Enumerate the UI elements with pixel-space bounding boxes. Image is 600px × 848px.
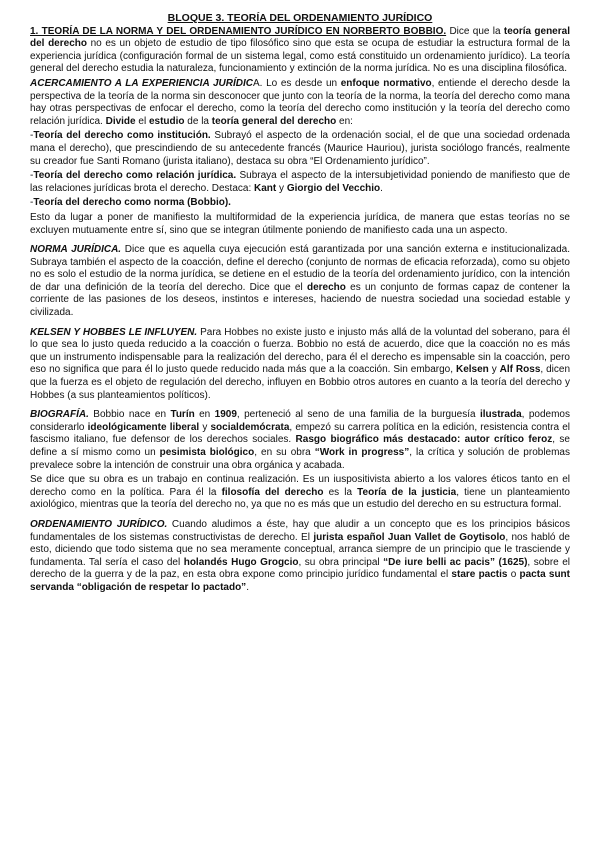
text-run: stare pactis	[451, 569, 508, 581]
text-run: , dicen que la fuerza es el objeto de regulación del derecho, influyen en Bobbio otros autores en cuanto a la teoría del derecho y Hobbes (a sus planteamientos políticos).	[30, 364, 571, 401]
text-run: A. Lo es desde un	[252, 77, 341, 89]
text-run: el	[135, 115, 149, 127]
paragraph-obra-continua	[30, 474, 570, 512]
text-run: “De iure belli ac pacis” (1625)	[383, 556, 528, 568]
text-run: en	[194, 409, 215, 421]
text-run: 1909	[214, 409, 237, 421]
text-run: , tiene un planteamiento axiológico, mientras que la teoría del derecho no, ya que no es más que un estudio del derecho en su estructura formal.	[30, 486, 570, 511]
text-run: , en su obra	[254, 447, 315, 458]
text-run: teoría general del derecho	[211, 115, 337, 127]
text-run: Teoría del derecho como relación jurídica.	[33, 170, 237, 182]
text-run: Se dice que su obra es un trabajo en continua realización. Es un iuspositivista abierto a los valores éticos tanto en el derecho como en la política. Para él la	[30, 474, 570, 498]
text-run: , sobre el derecho de la guerra y de la paz, en esta obra expone como principio jurídico fundamental el	[30, 556, 570, 581]
text-run: o	[507, 569, 520, 581]
text-run: Teoría de la justicia	[357, 486, 457, 498]
text-run: .	[380, 182, 383, 194]
text-run: socialdemócrata	[210, 421, 290, 433]
document-title: BLOQUE 3. TEORÍA DEL ORDENAMIENTO JURÍDICO	[167, 12, 433, 24]
text-run: en:	[336, 115, 353, 127]
text-run: enfoque normativo	[340, 77, 432, 89]
text-run: , perteneció al seno de una familia de la burguesía	[236, 409, 480, 421]
text-run: 1. TEORÍA DE LA NORMA Y DEL ORDENAMIENTO JURÍDICO EN NORBERTO BOBBIO.	[30, 25, 447, 37]
text-run: “Work in progress”	[314, 447, 410, 458]
text-run: no es un objeto de estudio de tipo filosófico sino que esta se ocupa de estudiar la estructura formal de la experiencia jurídica (configuración formal de un sistema legal, como está constituido un ordenamiento jurídico). La teoría general del derecho estudia la naturaleza, funcionamiento y extinción de la norma jurídica. No es una disciplina filosófica.	[30, 38, 570, 75]
text-run: Alf Ross	[499, 364, 541, 376]
text-run: Para Hobbes no existe justo e injusto más allá de la voluntad del soberano, para él lo que sea lo justo queda reducido a la coacción o fuerza. Bobbio no está de acuerdo, dice que la coacción no es más que un instrumento indispensable para la realización del derecho, para él el derecho es impensable sin la coacción, pero eso no significa que para él lo justo quede reducido nada más que a la coacción. Sin embargo,	[30, 326, 570, 376]
paragraph-biografia	[30, 409, 570, 472]
text-run: Cuando aludimos a éste, hay que aludir a un concepto que es los principios básicos fundamentales de los sistemas constructivistas de derecho. El	[30, 518, 570, 543]
paragraph-norma-juridica	[30, 244, 570, 320]
text-run: ilustrada	[479, 409, 522, 421]
text-run: ideológicamente liberal	[87, 421, 200, 433]
text-run: , empezó su carrera política en la edición, resistencia contra el fascismo italiano, fue defensor de los derechos sociales.	[30, 421, 570, 446]
text-run: Turín	[170, 409, 195, 421]
text-run: de la	[184, 115, 212, 127]
text-run: ACERCAMIENTO A LA EXPERIENCIA JURÍDIC	[30, 77, 253, 89]
text-run: “obligación de respetar lo pactado”	[76, 581, 247, 593]
text-run: Kelsen	[455, 364, 489, 376]
text-run: Divide	[105, 115, 136, 127]
text-run: Subrayó el aspecto de la ordenación social, el de que una sociedad ordenada mana el derecho), que prescindiendo de su antecedente francés (Maurice Hauriou), jurista sociólogo francés, realmente su creador fue Santi Romano (jurista italiano), destaca su obra “El Ordenamiento jurídico”.	[30, 130, 570, 167]
paragraph-teoria-relacion	[30, 170, 570, 195]
paragraph-multiformidad	[30, 212, 570, 237]
text-run: Bobbio nace en	[88, 409, 171, 421]
text-run: Kant	[254, 182, 277, 194]
text-run: Teoría del derecho como norma (Bobbio).	[33, 197, 231, 209]
paragraph-ordenamiento-juridico	[30, 519, 570, 595]
text-run: y	[276, 182, 287, 194]
text-run: jurista español Juan Vallet de Goytisolo	[313, 531, 506, 543]
text-run: pacta sunt servanda	[30, 569, 570, 593]
text-run: BIOGRAFÍA.	[30, 409, 89, 421]
text-run: NORMA JURÍDICA.	[30, 244, 122, 256]
text-run: Dice que la	[446, 25, 504, 37]
text-run: pesimista biológico	[159, 447, 255, 458]
text-run: , se define a sí mismo como un	[30, 434, 570, 458]
text-run: , nos habló de esto, diciendo que todo sistema que no sea meramente conceptual, arranca siempre de un principio que le trasciende y fundamenta. Tal sería el caso del	[30, 531, 570, 568]
paragraph-experiencia-juridica	[30, 78, 570, 128]
text-run: estudio	[148, 115, 185, 127]
text-run: , su obra principal	[298, 556, 384, 568]
text-run: , la crítica y solución de problemas prevalece sobre la intención de construir una obra orgánica y acabada.	[30, 447, 570, 471]
paragraph-teoria-norma	[30, 197, 570, 210]
text-run: y	[199, 421, 211, 433]
text-run: Teoría del derecho como institución.	[33, 130, 211, 142]
text-run: y	[488, 364, 500, 376]
text-run: teoría general del derecho	[30, 25, 570, 50]
text-run: , podemos considerarlo	[30, 409, 570, 433]
text-run: .	[246, 581, 249, 593]
text-run: -	[30, 170, 34, 182]
text-run: es la	[323, 486, 358, 498]
text-run: Subraya el aspecto de la intersubjetividad poniendo de manifiesto que de las relaciones jurídicas brota el derecho. Destaca:	[30, 170, 570, 194]
text-run: KELSEN Y HOBBES LE INFLUYEN.	[30, 326, 198, 338]
text-run: -	[30, 197, 34, 209]
paragraph-intro	[30, 26, 570, 76]
paragraph-kelsen-hobbes	[30, 327, 570, 403]
text-run: derecho	[306, 281, 346, 293]
text-run: filosofía del derecho	[221, 486, 324, 498]
text-run: -	[30, 130, 34, 142]
text-run: holandés Hugo Grogcio	[183, 556, 299, 568]
text-run: Rasgo biográfico más destacado: autor crítico feroz	[295, 434, 553, 446]
text-run: Dice que es aquella cuya ejecución está garantizada por una sanción externa e institucionalizada. Subraya también el aspecto de la coacción, define el derecho (conjunto de normas de eficacia reforzada), como su objeto no es solo el estudio de la norma jurídica, se detiene en el estudio de la teoría del ordenamiento jurídico, con la intención de dar una definición de la teoría del derecho. Dice que el	[30, 244, 570, 293]
text-run: Esto da lugar a poner de manifiesto la multiformidad de la experiencia jurídica, de manera que estas teorías no se excluyen mutuamente entre sí, sino que se integran útilmente poniendo de manifiesto cada una un aspecto.	[30, 211, 570, 236]
text-run: Giorgio del Vecchio	[286, 182, 381, 194]
text-run: , entiende el derecho desde la perspectiva de la teoría de la norma sin desconocer que junto con la teoría de la norma, la teoría del derecho como mana hay otras perspectivas de enfocar el derecho, como la teoría del derecho como institución y la teoría del derecho como relación jurídica.	[30, 77, 570, 127]
paragraph-teoria-institucion	[30, 130, 570, 168]
text-run: ORDENAMIENTO JURÍDICO.	[30, 518, 168, 530]
text-run: es un conjunto de formas capaz de contener la corriente de las pasiones de los deseos, instintos e intereses, haciendo de nuestra sociedad una sociedad estable y civilizada.	[30, 281, 570, 319]
